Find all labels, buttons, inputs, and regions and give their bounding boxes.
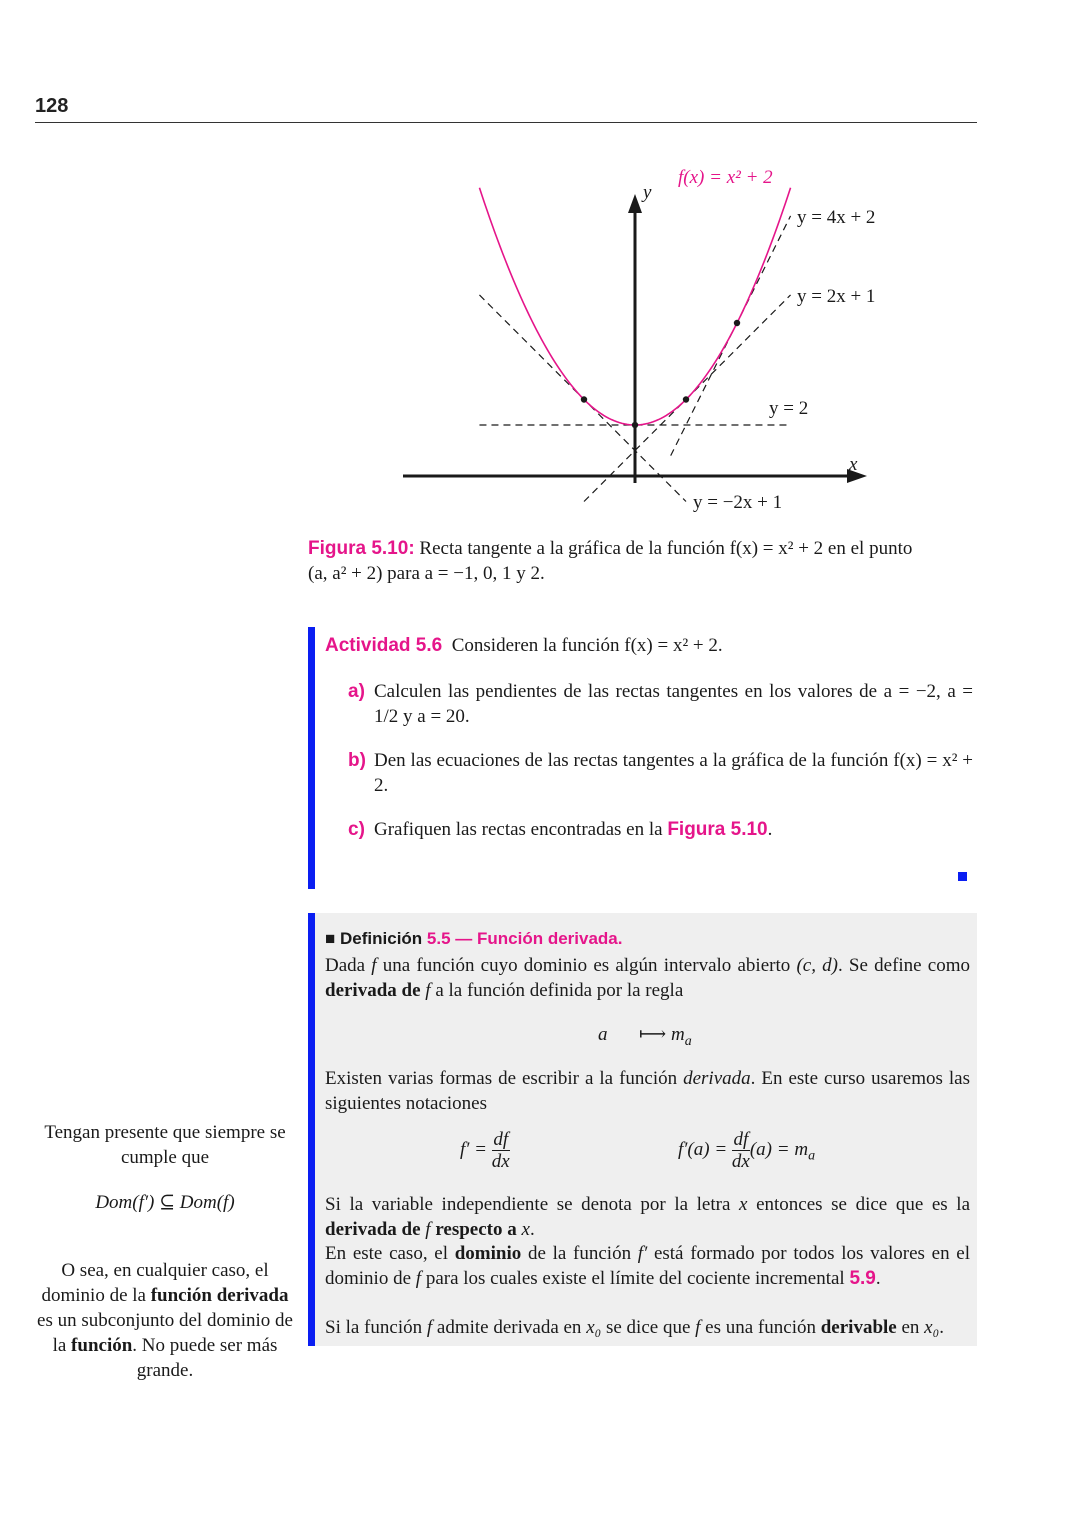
tangency-point (632, 422, 638, 428)
definition-box (308, 913, 977, 1346)
tangency-point (734, 320, 740, 326)
definition-paragraph-3: Si la variable independiente se denota por la letra x entonces se dice que es la derivada de f respecto a x. (325, 1194, 970, 1240)
figure-reference-link[interactable]: Figura 5.10 (667, 819, 768, 840)
item-letter: c) (348, 819, 365, 840)
equation-reference-link[interactable]: 5.9 (849, 1268, 876, 1289)
tangency-point (683, 396, 689, 402)
margin-note-formula: Dom(f′) ⊆ Dom(f) (95, 1192, 235, 1213)
tangent-label-a1: y = 2x + 1 (797, 286, 876, 307)
header-rule (35, 122, 977, 123)
item-text: Calculen las pendientes de las rectas tangentes en los valores de a = −2, a = 1/2 y a = 20. (374, 681, 973, 727)
tangent-label-am1: y = −2x + 1 (693, 492, 783, 513)
function-label: f(x) = x² + 2 (678, 167, 773, 188)
definition-paragraph-4: En este caso, el dominio de la función f′ está formado por todos los valores en el dominio de f para los cuales existe el límite del cociente incremental 5.9. (325, 1243, 971, 1289)
notation-evaluated: f′(a) = $\frac{df}{dx}$ $(a) = m_a$ (678, 1129, 816, 1172)
tangent-label-a0: y = 2 (769, 398, 809, 419)
margin-note (32, 1120, 298, 1383)
activity-label: Actividad 5.6 (325, 635, 443, 656)
definition-paragraph-2: Existen varias formas de escribir a la función derivada. En este curso usaremos las siguientes notaciones (325, 1068, 970, 1114)
definition-title (325, 929, 622, 949)
y-axis-label: y (643, 182, 652, 203)
item-text: Grafiquen las rectas encontradas en la (374, 819, 663, 840)
caption-label: Figura 5.10: (308, 538, 415, 559)
caption-line2: (a, a² + 2) para a = −1, 0, 1 y 2. (308, 563, 545, 584)
item-letter: b) (348, 750, 366, 771)
activity-item-c: c) Grafiquen las rectas encontradas en la Figura 5.10. (348, 819, 773, 840)
tangency-point (581, 396, 587, 402)
definition-paragraph-1: Dada f una función cuyo dominio es algún intervalo abierto (c, d). Se define como derivada de f a la función definida por la regla (325, 955, 971, 1001)
y-axis-arrow-icon (628, 194, 642, 213)
caption-line1: Recta tangente a la gráfica de la función f(x) = x² + 2 en el punto (419, 538, 913, 559)
definition-number-title: 5.5 — Función derivada. (426, 929, 623, 948)
definition-rule: a ⟼ $m_a$ (598, 1024, 692, 1049)
definition-word: Definición (340, 929, 423, 948)
tangent-label-a2: y = 4x + 2 (797, 207, 876, 228)
margin-note-line1: Tengan presente que siempre se cumple que (44, 1122, 286, 1168)
tangent-lines-figure (370, 150, 880, 530)
definition-square-icon: ■ (325, 929, 336, 948)
activity-item-b (348, 748, 973, 798)
activity-title (325, 635, 723, 657)
item-text: Den las ecuaciones de las rectas tangentes a la gráfica de la función f(x) = x² + 2. (374, 750, 973, 796)
x-axis-label: x (849, 454, 858, 475)
notation-leibniz: f′ = $\frac{df}{dx}$ (460, 1129, 510, 1172)
activity-item-a (348, 679, 973, 729)
definition-paragraph-5: Si la función f admite derivada en x₀ se dice que f es una función derivable en x₀. (325, 1317, 944, 1338)
end-of-activity-square-icon (958, 872, 967, 881)
activity-intro: Consideren la función f(x) = x² + 2. (451, 635, 723, 656)
figure-caption (308, 536, 977, 586)
item-letter: a) (348, 681, 365, 702)
margin-note-paragraph-2: O sea, en cualquier caso, el dominio de la función derivada es un subconjunto del dominio de la función. No puede ser más grande. (37, 1260, 293, 1381)
page-number: 128 (35, 95, 69, 117)
activity-box (308, 627, 977, 889)
